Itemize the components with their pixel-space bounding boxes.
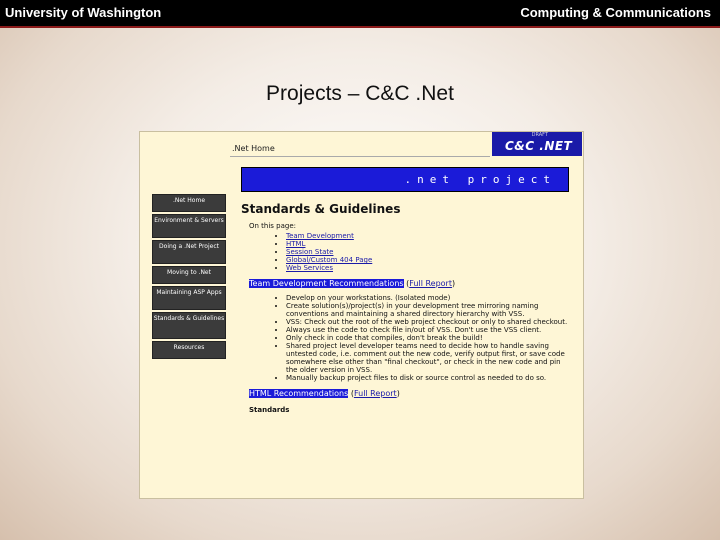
toc-item[interactable]: • Web Services — [286, 264, 571, 272]
org-name: University of Washington — [5, 5, 162, 20]
list-item: • Always use the code to check file in/out of VSS. Don't use the VSS client. — [286, 326, 571, 334]
divider — [230, 156, 490, 157]
toc-item[interactable]: • Session State — [286, 248, 571, 256]
list-item: • Manually backup project files to disk or source control as needed to do so. — [286, 374, 571, 382]
net-home-link[interactable]: .Net Home — [232, 144, 275, 153]
list-item: • VSS: Check out the root of the web project checkout or only to shared checkout. — [286, 318, 571, 326]
nav-moving-to-net[interactable]: Moving to .Net — [152, 266, 226, 284]
nav-standards-guidelines[interactable]: Standards & Guidelines — [152, 312, 226, 339]
page-heading: Standards & Guidelines — [241, 202, 401, 216]
nav-environment-servers[interactable]: Environment & Servers — [152, 214, 226, 238]
draft-label: DRAFT — [531, 132, 548, 138]
full-report-link[interactable]: (Full Report) — [406, 279, 456, 288]
nav-maintaining-asp[interactable]: Maintaining ASP Apps — [152, 286, 226, 310]
dept-name: Computing & Communications — [520, 5, 711, 20]
section-title: HTML Recommendations — [249, 389, 349, 398]
nav-doing-net-project[interactable]: Doing a .Net Project — [152, 240, 226, 264]
project-banner — [241, 167, 569, 192]
toc-item[interactable]: • Global/Custom 404 Page — [286, 256, 571, 264]
full-report-link[interactable]: (Full Report) — [350, 389, 400, 398]
page-content — [241, 202, 571, 414]
sidebar-nav — [152, 194, 226, 361]
logo-text: C&C .NET — [505, 139, 573, 153]
section-title: Team Development Recommendations — [249, 279, 404, 288]
standards-label: Standards — [249, 406, 290, 414]
toc-item[interactable]: • Team Development — [286, 232, 571, 240]
list-item: • Only check in code that compiles, don't break the build! — [286, 334, 571, 342]
team-dev-list — [241, 294, 571, 382]
section-team-dev-heading — [249, 279, 571, 288]
slide-title: Projects – C&C .Net — [266, 82, 454, 105]
title-bar — [0, 0, 720, 28]
website-screenshot — [139, 131, 584, 499]
section-html-heading — [249, 389, 571, 398]
banner-text: .net project — [404, 173, 556, 186]
toc-item[interactable]: • HTML — [286, 240, 571, 248]
list-item: • Develop on your workstations. (Isolated mode) — [286, 294, 571, 302]
nav-resources[interactable]: Resources — [152, 341, 226, 359]
toc-list — [241, 232, 571, 272]
nav-net-home[interactable]: .Net Home — [152, 194, 226, 212]
list-item: • Shared project level developer teams need to decide how to handle saving untested code, i.e. comment out the new code, verify output first, or save code somewhere else other than "final checkout", or check in the new code and pin the older version in VSS. — [286, 342, 571, 374]
list-item: • Create solution(s)/project(s) in your development tree mirroring naming conventions and maintaining a shared directory hierarchy with VSS. — [286, 302, 571, 318]
on-this-page-label: On this page: — [249, 222, 297, 230]
cc-net-logo — [492, 132, 582, 156]
